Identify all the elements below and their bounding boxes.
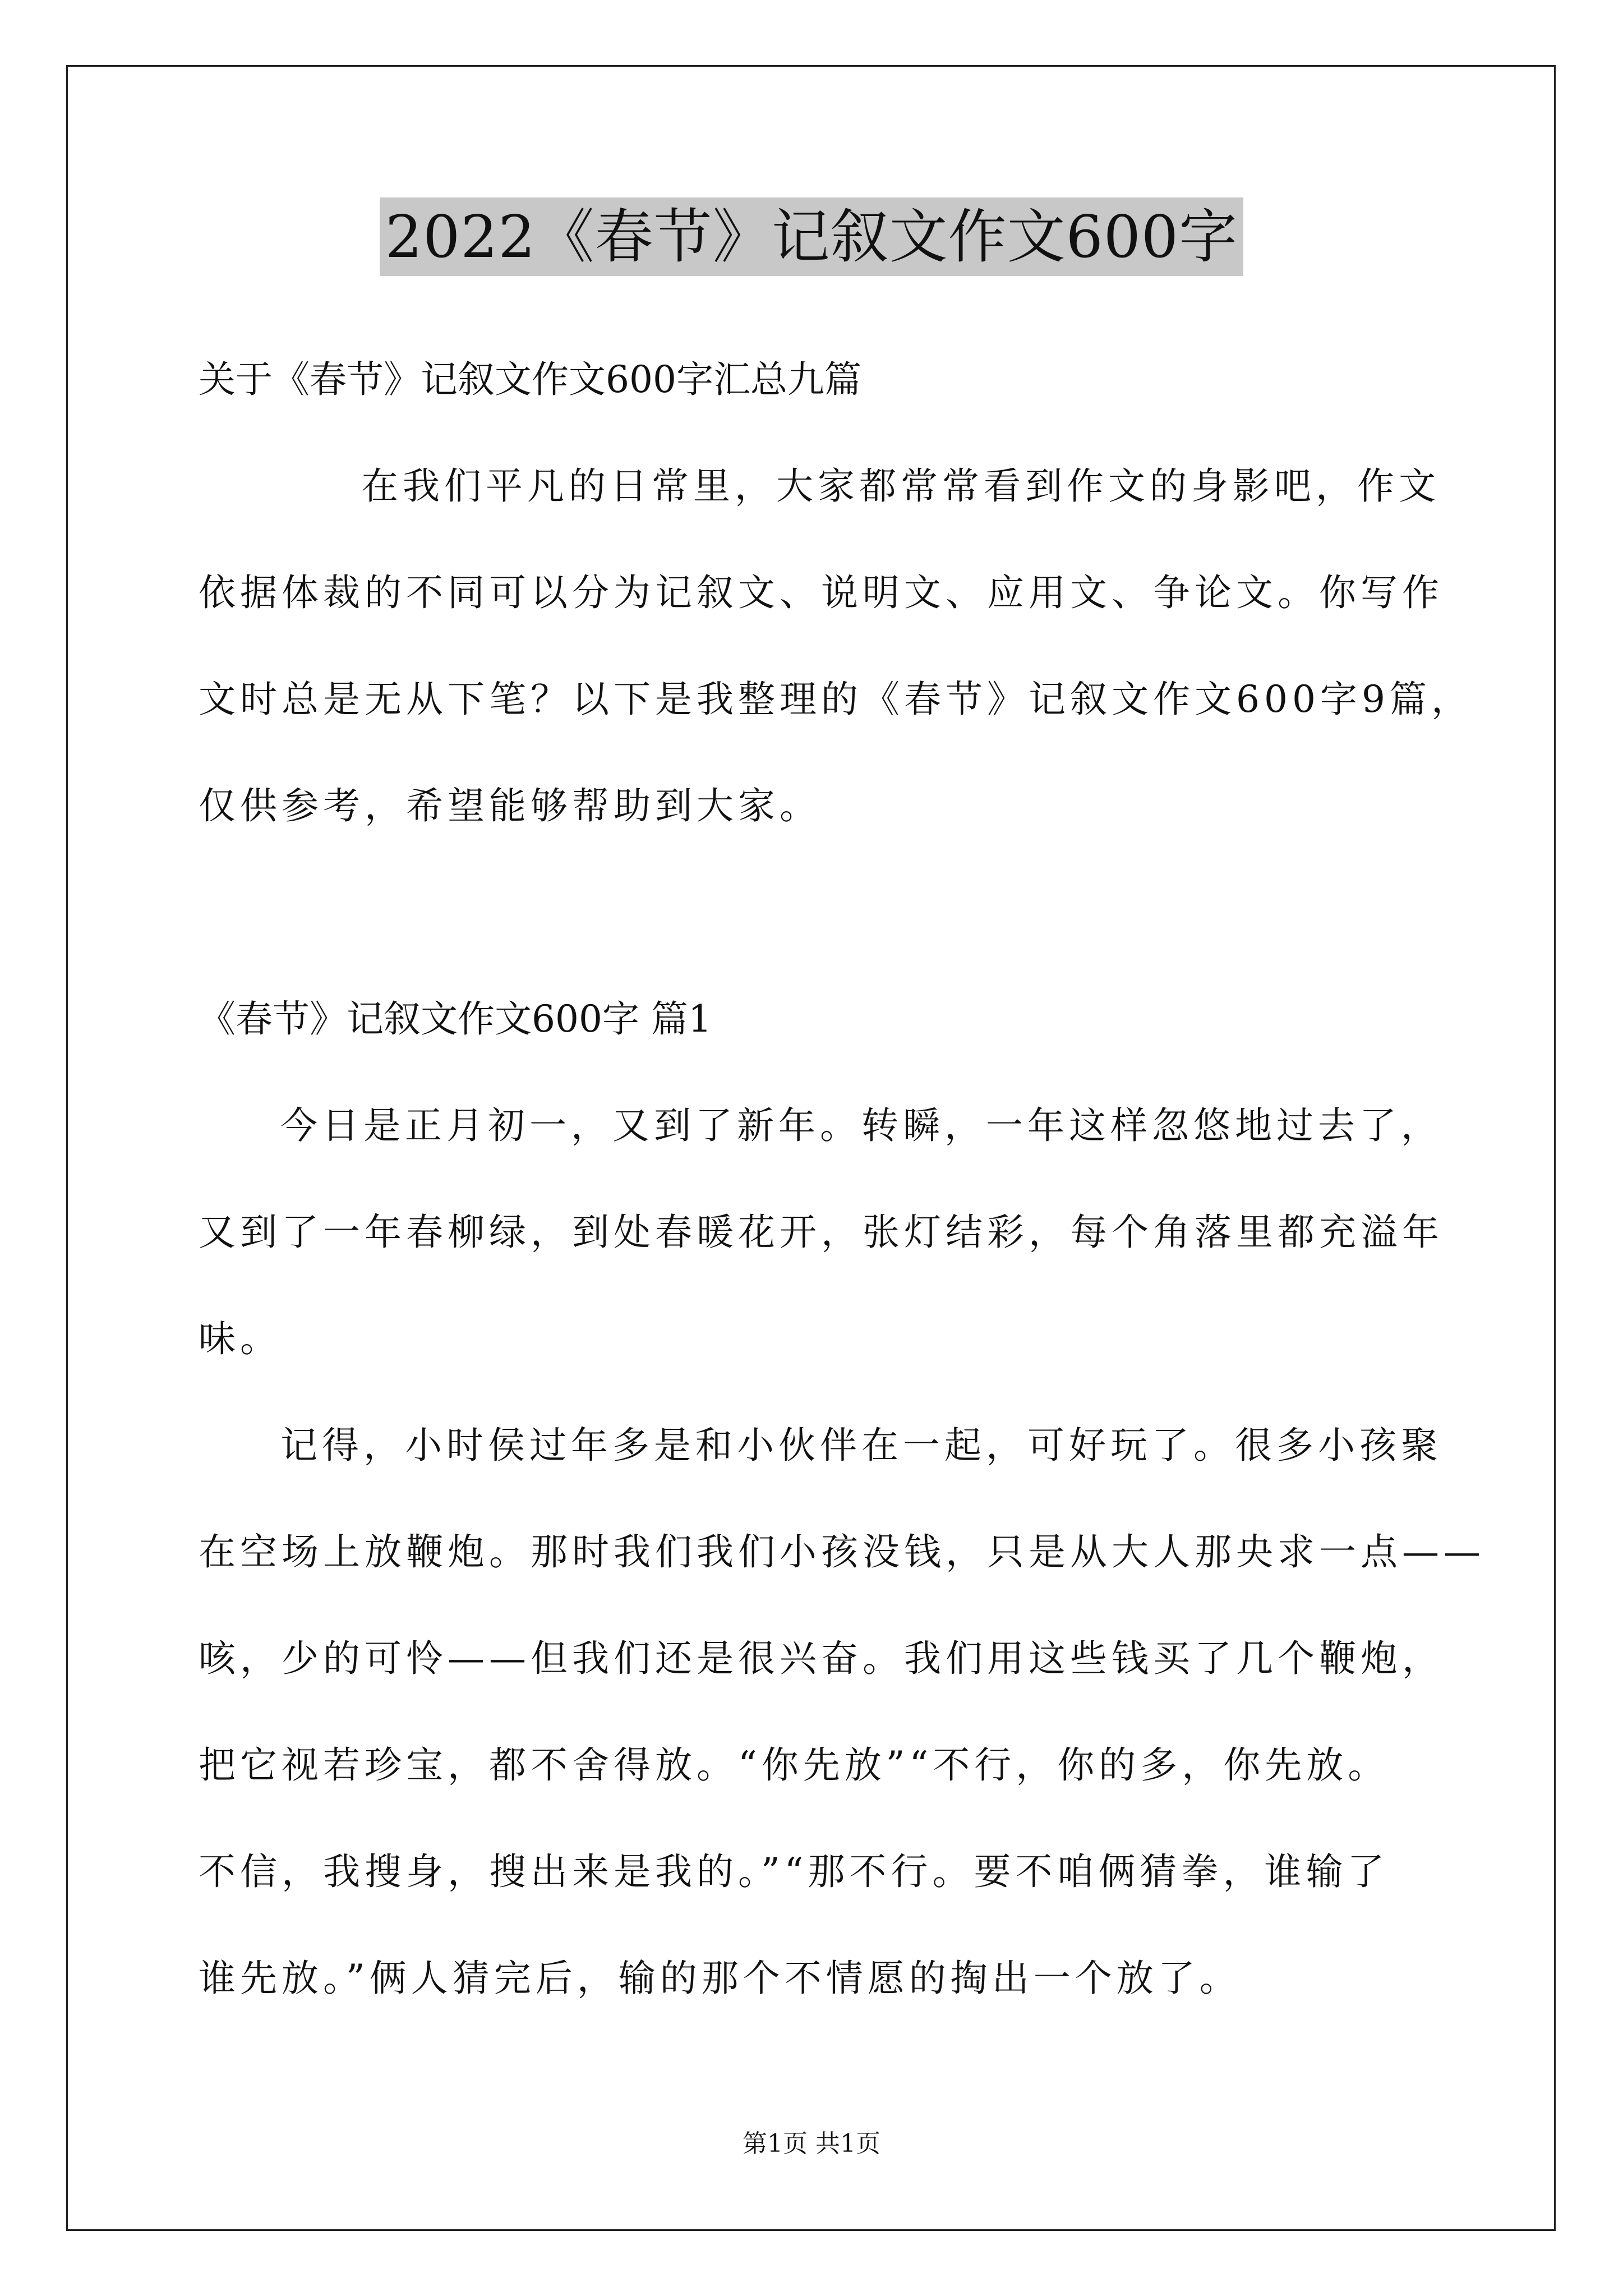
intro-line: 依据体裁的不同可以分为记叙文、说明文、应用文、争论文。你写作 [199, 571, 1444, 614]
paragraph-line: 把它视若珍宝，都不舍得放。“你先放”“不行，你的多，你先放。 [199, 1743, 1390, 1787]
section-heading: 《春节》记叙文作文600字 篇1 [199, 997, 712, 1041]
intro-line: 仅供参考，希望能够帮助到大家。 [199, 784, 821, 827]
intro-line: 在我们平凡的日常里，大家都常常看到作文的身影吧，作文 [361, 464, 1440, 508]
document-subtitle: 关于《春节》记叙文作文600字汇总九篇 [199, 358, 861, 401]
paragraph-line: 不信，我搜身，搜出来是我的。”“那不行。要不咱俩猜拳，谁输了 [199, 1850, 1389, 1893]
paragraph-line: 又到了一年春柳绿，到处春暖花开，张灯结彩，每个角落里都充溢年 [199, 1211, 1444, 1254]
paragraph-line: 咳，少的可怜——但我们还是很兴奋。我们用这些钱买了几个鞭炮， [199, 1637, 1444, 1680]
paragraph-line: 在空场上放鞭炮。那时我们我们小孩没钱，只是从大人那央求一点—— [199, 1530, 1485, 1573]
paragraph-line: 记得，小时侯过年多是和小伙伴在一起，可好玩了。很多小孩聚 [280, 1424, 1442, 1467]
paragraph-line: 味。 [199, 1317, 282, 1360]
paragraph-line: 谁先放。”俩人猜完后，输的那个不情愿的掏出一个放了。 [199, 1957, 1241, 2000]
document-title: 2022《春节》记叙文作文600字 [380, 197, 1243, 276]
paragraph-line: 今日是正月初一，又到了新年。转瞬，一年这样忽悠地过去了， [280, 1104, 1442, 1147]
title-container [0, 197, 1623, 276]
page-footer: 第1页 共1页 [743, 2129, 880, 2158]
intro-line: 文时总是无从下笔？以下是我整理的《春节》记叙文作文600字9篇， [199, 678, 1473, 721]
